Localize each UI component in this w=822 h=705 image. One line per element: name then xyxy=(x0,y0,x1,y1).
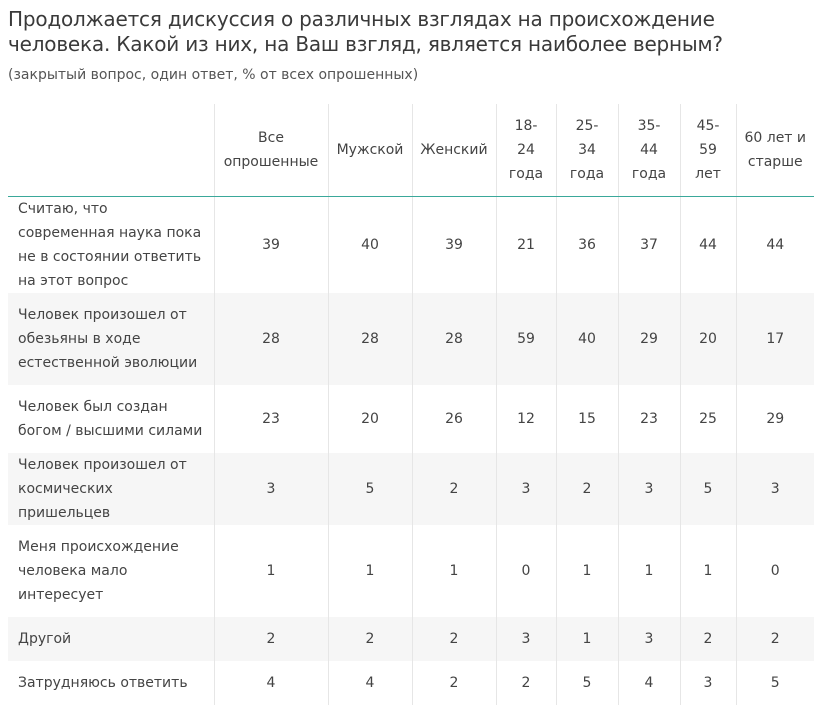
cell-value: 3 xyxy=(618,453,680,525)
cell-value: 29 xyxy=(618,293,680,385)
cell-value: 5 xyxy=(680,453,736,525)
cell-value: 2 xyxy=(556,453,618,525)
table-row xyxy=(8,197,814,294)
cell-value: 36 xyxy=(556,197,618,294)
cell-value: 20 xyxy=(680,293,736,385)
cell-value: 1 xyxy=(618,525,680,617)
header-line: Женский xyxy=(415,138,494,162)
cell-value: 29 xyxy=(736,385,814,453)
header-line: лет xyxy=(683,162,734,186)
column-header-age-18-24 xyxy=(496,104,556,197)
column-header-age-45-59 xyxy=(680,104,736,197)
cell-value: 1 xyxy=(556,525,618,617)
cell-value: 5 xyxy=(328,453,412,525)
cell-value: 2 xyxy=(680,617,736,661)
header-line: 25- xyxy=(559,114,616,138)
row-label: Затрудняюсь ответить xyxy=(8,661,214,705)
survey-table xyxy=(8,104,814,705)
cell-value: 40 xyxy=(556,293,618,385)
cell-value: 1 xyxy=(680,525,736,617)
header-line: 35- xyxy=(621,114,678,138)
cell-value: 39 xyxy=(214,197,328,294)
table-body xyxy=(8,197,814,705)
header-line: Все xyxy=(217,126,326,150)
table-row xyxy=(8,293,814,385)
header-line: 59 xyxy=(683,138,734,162)
cell-value: 59 xyxy=(496,293,556,385)
cell-value: 44 xyxy=(680,197,736,294)
cell-value: 26 xyxy=(412,385,496,453)
table-header-row xyxy=(8,104,814,197)
cell-value: 1 xyxy=(556,617,618,661)
column-header-age-60-plus xyxy=(736,104,814,197)
header-line: 45- xyxy=(683,114,734,138)
cell-value: 2 xyxy=(328,617,412,661)
header-line: 24 xyxy=(499,138,554,162)
row-label: Человек произошел от обезьяны в ходе естественной эволюции xyxy=(8,293,214,385)
table-row xyxy=(8,617,814,661)
column-header-all xyxy=(214,104,328,197)
cell-value: 3 xyxy=(496,453,556,525)
table-row xyxy=(8,453,814,525)
table-row xyxy=(8,525,814,617)
table-header-corner xyxy=(8,104,214,197)
cell-value: 1 xyxy=(214,525,328,617)
cell-value: 28 xyxy=(412,293,496,385)
header-line: старше xyxy=(739,150,813,174)
cell-value: 5 xyxy=(736,661,814,705)
cell-value: 44 xyxy=(736,197,814,294)
cell-value: 28 xyxy=(214,293,328,385)
header-line: опрошенные xyxy=(217,150,326,174)
cell-value: 12 xyxy=(496,385,556,453)
row-label: Человек произошел от космических пришельцев xyxy=(8,453,214,525)
cell-value: 1 xyxy=(328,525,412,617)
page-title: Продолжается дискуссия о различных взглядах на происхождение человека. Какой из них, на Ваш взгляд, является наиболее верным? xyxy=(8,7,814,57)
cell-value: 0 xyxy=(736,525,814,617)
cell-value: 4 xyxy=(618,661,680,705)
cell-value: 3 xyxy=(618,617,680,661)
column-header-female xyxy=(412,104,496,197)
cell-value: 23 xyxy=(618,385,680,453)
header-line: года xyxy=(621,162,678,186)
cell-value: 3 xyxy=(736,453,814,525)
cell-value: 15 xyxy=(556,385,618,453)
cell-value: 2 xyxy=(496,661,556,705)
cell-value: 20 xyxy=(328,385,412,453)
cell-value: 23 xyxy=(214,385,328,453)
header-line: 60 лет и xyxy=(739,126,813,150)
cell-value: 3 xyxy=(680,661,736,705)
cell-value: 0 xyxy=(496,525,556,617)
header-line: Мужской xyxy=(331,138,410,162)
cell-value: 37 xyxy=(618,197,680,294)
column-header-age-35-44 xyxy=(618,104,680,197)
row-label: Считаю, что современная наука пока не в состоянии ответить на этот вопрос xyxy=(8,197,214,294)
cell-value: 2 xyxy=(736,617,814,661)
page-subtitle: (закрытый вопрос, один ответ, % от всех опрошенных) xyxy=(8,66,418,84)
cell-value: 4 xyxy=(214,661,328,705)
cell-value: 21 xyxy=(496,197,556,294)
cell-value: 3 xyxy=(496,617,556,661)
cell-value: 2 xyxy=(412,661,496,705)
column-header-male xyxy=(328,104,412,197)
cell-value: 2 xyxy=(214,617,328,661)
cell-value: 28 xyxy=(328,293,412,385)
table-row xyxy=(8,661,814,705)
cell-value: 3 xyxy=(214,453,328,525)
cell-value: 40 xyxy=(328,197,412,294)
header-line: года xyxy=(499,162,554,186)
row-label: Другой xyxy=(8,617,214,661)
header-line: 34 xyxy=(559,138,616,162)
header-line: года xyxy=(559,162,616,186)
cell-value: 2 xyxy=(412,617,496,661)
header-line: 18- xyxy=(499,114,554,138)
header-line: 44 xyxy=(621,138,678,162)
cell-value: 1 xyxy=(412,525,496,617)
cell-value: 39 xyxy=(412,197,496,294)
cell-value: 2 xyxy=(412,453,496,525)
cell-value: 17 xyxy=(736,293,814,385)
cell-value: 4 xyxy=(328,661,412,705)
cell-value: 25 xyxy=(680,385,736,453)
table-row xyxy=(8,385,814,453)
row-label: Человек был создан богом / высшими силами xyxy=(8,385,214,453)
column-header-age-25-34 xyxy=(556,104,618,197)
row-label: Меня происхождение человека мало интересует xyxy=(8,525,214,617)
cell-value: 5 xyxy=(556,661,618,705)
